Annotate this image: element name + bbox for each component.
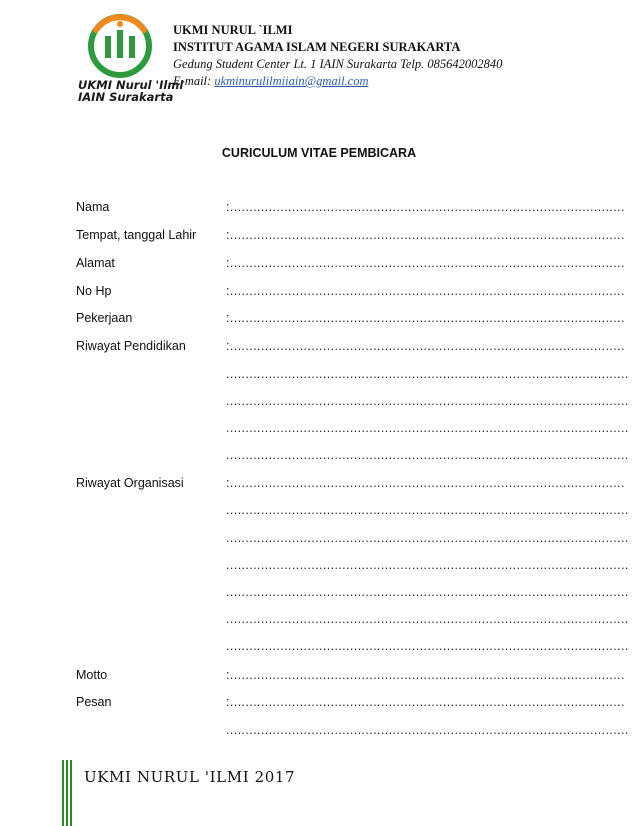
institute-name: INSTITUT AGAMA ISLAM NEGERI SURAKARTA — [173, 40, 461, 54]
field-organisasi[interactable]: :...................................................................................................... — [226, 476, 625, 490]
org-name: UKMI NURUL `ILMI — [173, 23, 293, 37]
field-motto[interactable]: :...................................................................................................... — [226, 668, 625, 682]
address: Gedung Student Center Lt. 1 IAIN Surakarta Telp. 085642002840 — [173, 57, 503, 71]
label-motto: Motto — [76, 668, 108, 682]
field-pendidikan-line[interactable]: ........................................................................................................ — [226, 421, 629, 435]
logo-caption: UKMI Nurul 'Ilmi IAIN Surakarta — [78, 78, 184, 104]
label-pendidikan: Riwayat Pendidikan — [76, 339, 186, 353]
document-title: CURICULUM VITAE PEMBICARA — [221, 146, 417, 160]
field-pesan-line[interactable]: ........................................................................................................ — [226, 723, 629, 737]
field-pendidikan-line[interactable]: ........................................................................................................ — [226, 394, 629, 408]
field-nohp[interactable]: :...................................................................................................... — [226, 284, 625, 298]
field-organisasi-line[interactable]: ........................................................................................................ — [226, 558, 629, 572]
field-organisasi-line[interactable]: ........................................................................................................ — [226, 585, 629, 599]
field-organisasi-line[interactable]: ........................................................................................................ — [226, 531, 629, 545]
letterhead — [173, 22, 502, 90]
label-pekerjaan: Pekerjaan — [76, 311, 133, 325]
email-link[interactable]: ukminurulilmiiain@gmail.com — [214, 74, 369, 88]
field-pesan[interactable]: :...................................................................................................... — [226, 695, 625, 709]
label-nama: Nama — [76, 200, 110, 214]
field-nama[interactable]: :...................................................................................................... — [226, 200, 625, 214]
field-ttl[interactable]: :...................................................................................................... — [226, 228, 625, 242]
field-organisasi-line[interactable]: ........................................................................................................ — [226, 639, 629, 653]
label-pesan: Pesan — [76, 695, 112, 709]
field-organisasi-line[interactable]: ........................................................................................................ — [226, 612, 629, 626]
footer-title: UKMI NURUL 'ILMI 2017 — [84, 768, 296, 786]
field-organisasi-line[interactable]: ........................................................................................................ — [226, 503, 629, 517]
email-line: E-mail: ukminurulilmiiain@gmail.com — [173, 74, 369, 88]
field-alamat[interactable]: :...................................................................................................... — [226, 256, 625, 270]
field-pendidikan-line[interactable]: ........................................................................................................ — [226, 448, 629, 462]
field-pendidikan-line[interactable]: ........................................................................................................ — [226, 367, 629, 381]
label-ttl: Tempat, tanggal Lahir — [76, 228, 197, 242]
field-pendidikan[interactable]: :...................................................................................................... — [226, 339, 625, 353]
field-pekerjaan[interactable]: :...................................................................................................... — [226, 311, 625, 325]
label-alamat: Alamat — [76, 256, 115, 270]
label-organisasi: Riwayat Organisasi — [76, 476, 184, 490]
label-nohp: No Hp — [76, 284, 112, 298]
